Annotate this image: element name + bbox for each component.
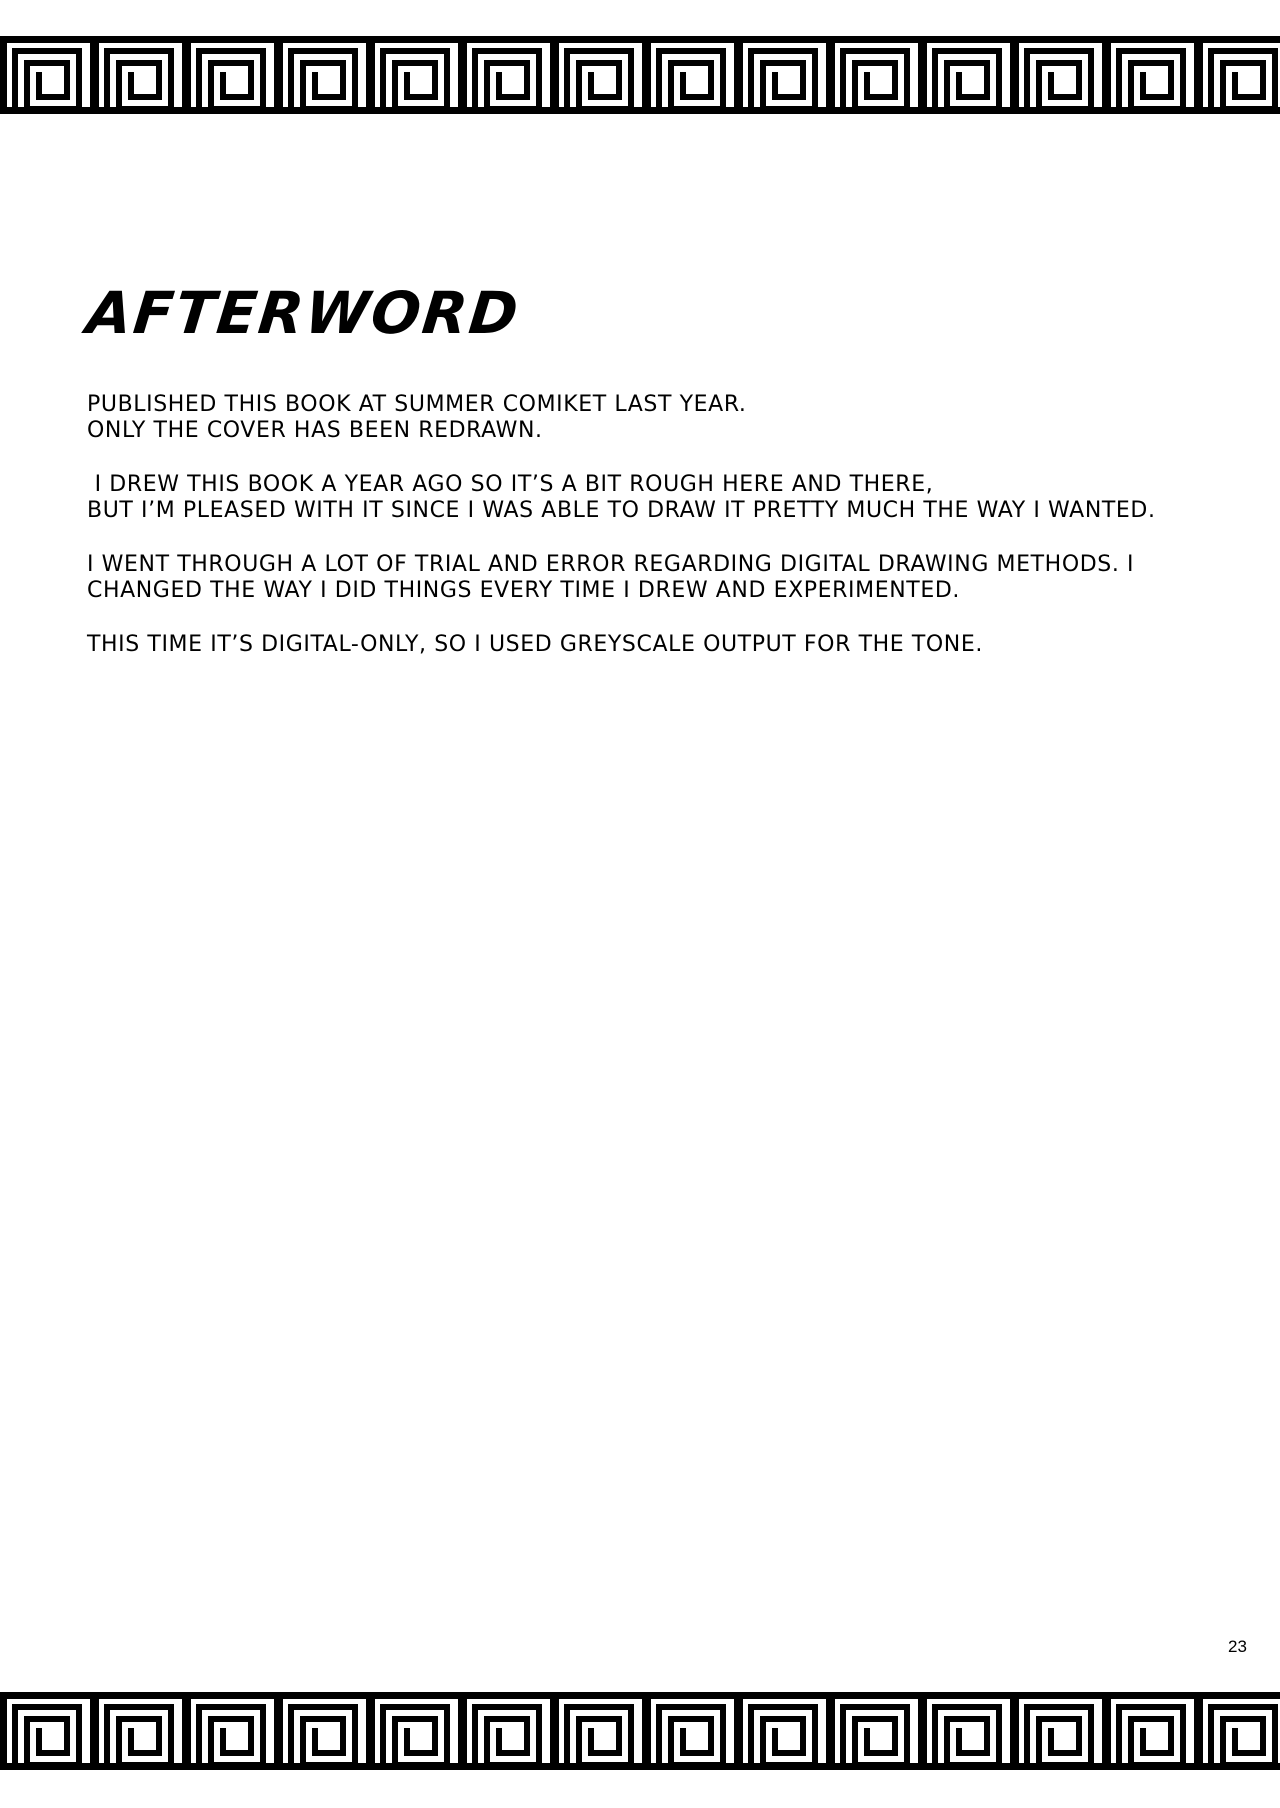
paragraph-line: ONLY THE COVER HAS BEEN REDRAWN.	[87, 418, 543, 443]
page-title: AFTERWORD	[83, 279, 524, 347]
page-number: 23	[1228, 1637, 1247, 1656]
paragraph-line: I DREW THIS BOOK A YEAR AGO SO IT’S A BIT ROUGH HERE AND THERE,	[87, 472, 934, 497]
greek-key-border-bottom	[0, 1690, 1280, 1773]
paragraph-4	[87, 632, 1277, 658]
paragraph-1	[87, 392, 1277, 444]
paragraph-3	[87, 552, 1277, 604]
greek-key-border-top	[0, 34, 1280, 117]
paragraph-line: THIS TIME IT’S DIGITAL-ONLY, SO I USED GREYSCALE OUTPUT FOR THE TONE.	[87, 632, 983, 657]
paragraph-line: BUT I’M PLEASED WITH IT SINCE I WAS ABLE TO DRAW IT PRETTY MUCH THE WAY I WANTED.	[87, 498, 1156, 523]
paragraph-line: PUBLISHED THIS BOOK AT SUMMER COMIKET LAST YEAR.	[87, 392, 747, 417]
afterword-body	[87, 392, 1277, 686]
paragraph-2	[87, 472, 1277, 524]
paragraph-line: I WENT THROUGH A LOT OF TRIAL AND ERROR REGARDING DIGITAL DRAWING METHODS. I	[87, 552, 1135, 577]
paragraph-line: CHANGED THE WAY I DID THINGS EVERY TIME I DREW AND EXPERIMENTED.	[87, 578, 960, 603]
